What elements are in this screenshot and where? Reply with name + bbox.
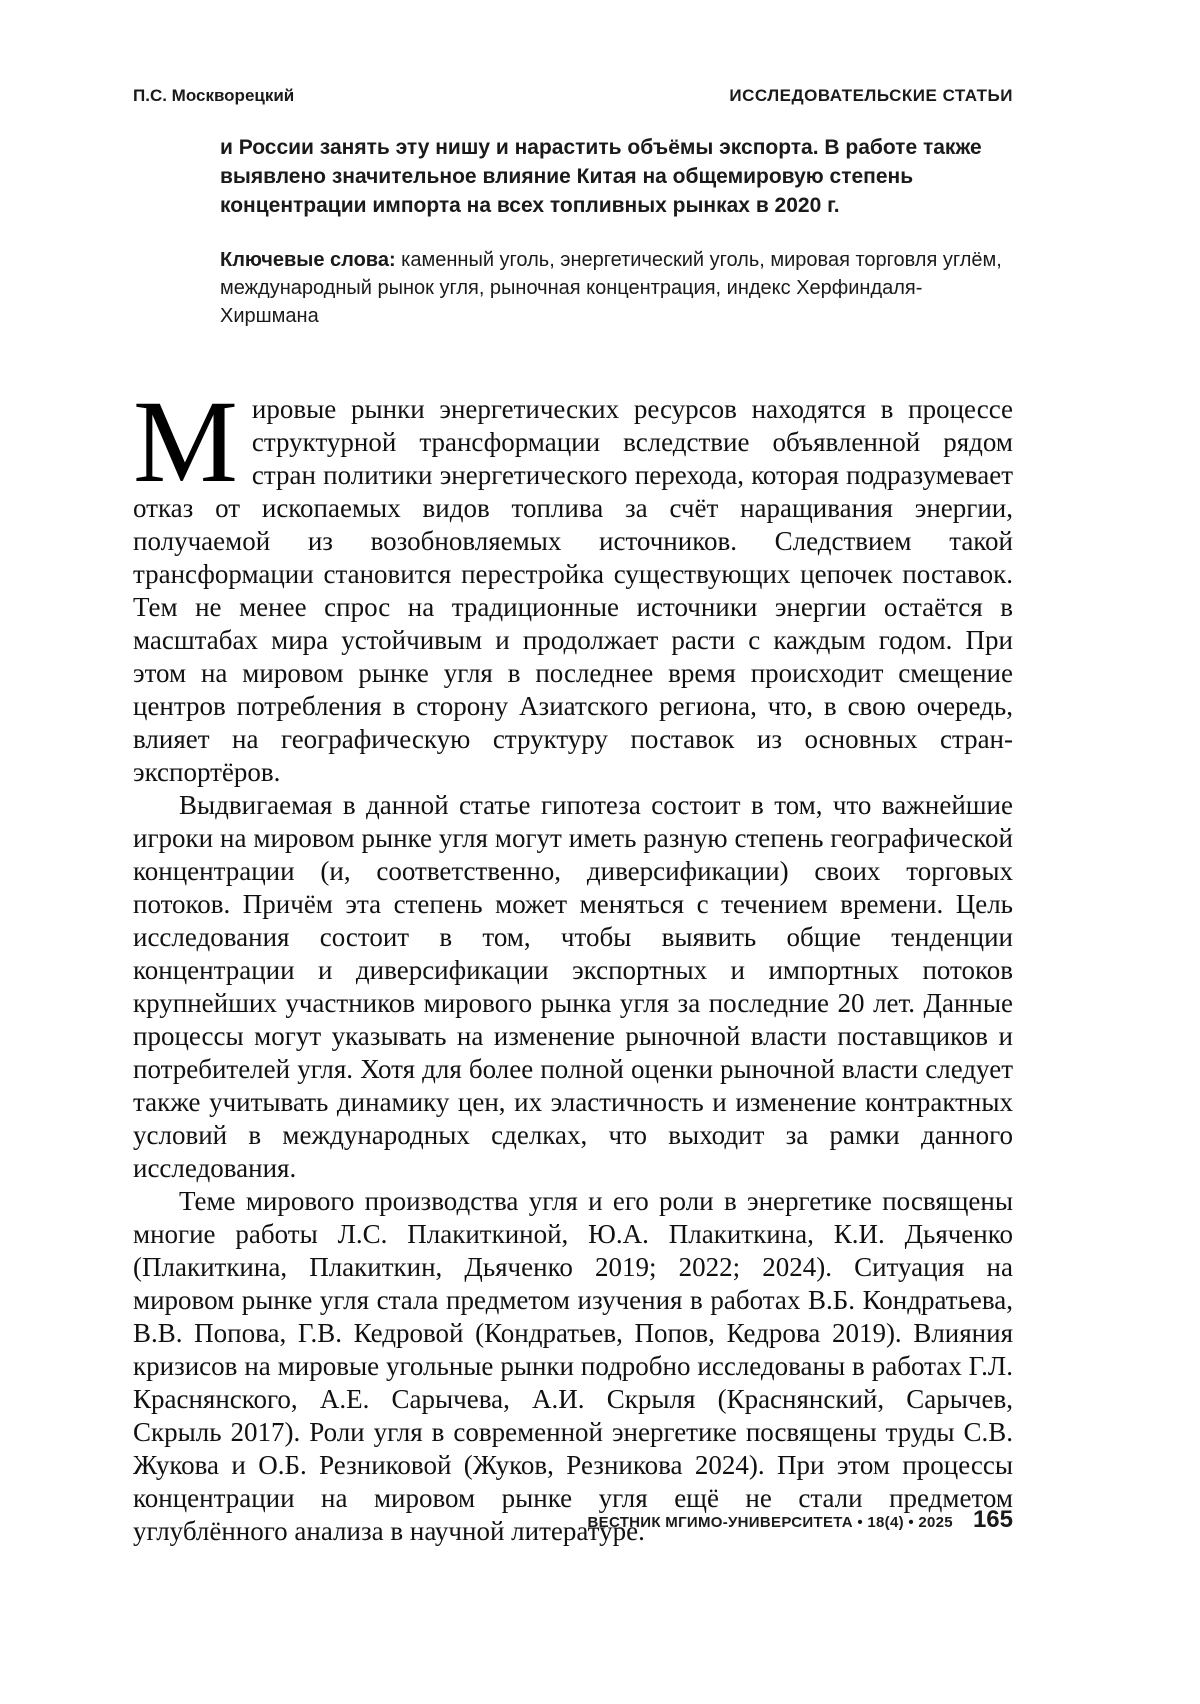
abstract-block bbox=[220, 133, 1013, 330]
page-header bbox=[133, 86, 1013, 106]
article-body bbox=[133, 376, 1013, 1548]
drop-cap: М bbox=[133, 376, 238, 507]
journal-reference: ВЕСТНИК МГИМО-УНИВЕРСИТЕТА • 18(4) • 2025 bbox=[587, 1514, 953, 1531]
keywords-text: каменный уголь, энергетический уголь, мировая торговля углём, международный рынок угля, рыночная концентрация, индекс Херфиндаля-Хиршмана bbox=[220, 249, 1002, 327]
paragraph-literature: Теме мирового производства угля и его роли в энергетике посвящены многие работы Л.С. Плакиткиной, Ю.А. Плакиткина, К.И. Дьяченко (Плакиткина, Плакиткин, Дьяченко 2019; 2022; 2024). Ситуация на мировом рынке угля стала предметом изучения в работах В.Б. Кондратьева, В.В. Попова, Г.В. Кедровой (Кондратьев, Попов, Кедрова 2019). Влияния кризисов на мировые угольные рынки подробно исследованы в работах Г.Л. Краснянского, А.Е. Сарычева, А.И. Скрыля (Краснянский, Сарычев, Скрыль 2017). Роли угля в современной энергетике посвящены труды С.В. Жукова и О.Б. Резниковой (Жуков, Резникова 2024). При этом процессы концентрации на мировом рынке угля ещё не стали предметом углублённого анализа в научной литературе. bbox=[133, 1186, 1013, 1546]
keywords-label: Ключевые слова: bbox=[220, 249, 396, 271]
paragraph-intro-text: ировые рынки энергетических ресурсов находятся в процессе структурной трансформации вследствие объявленной рядом стран политики энергетического перехода, которая подразумевает отказ от ископаемых видов топлива за счёт наращивания энергии, получаемой из возобновляемых источников. Следствием такой трансформации становится перестройка существующих цепочек поставок. Тем не менее спрос на традиционные источники энергии остаётся в масштабах мира устойчивым и продолжает расти с каждым годом. При этом на мировом рынке угля в последнее время происходит смещение центров потребления в сторону Азиатского региона, что, в свою очередь, влияет на географическую структуру поставок из основных стран-экспортёров. bbox=[133, 394, 1013, 787]
running-section-title: ИССЛЕДОВАТЕЛЬСКИЕ СТАТЬИ bbox=[729, 86, 1013, 105]
paragraph-hypothesis: Выдвигаемая в данной статье гипотеза состоит в том, что важнейшие игроки на мировом рынке угля могут иметь разную степень географической концентрации (и, соответственно, диверсификации) своих торговых потоков. Причём эта степень может меняться с течением времени. Цель исследования состоит в том, чтобы выявить общие тенденции концентрации и диверсификации экспортных и импортных потоков крупнейших участников мирового рынка угля за последние 20 лет. Данные процессы могут указывать на изменение рыночной власти поставщиков и потребителей угля. Хотя для более полной оценки рыночной власти следует также учитывать динамику цен, их эластичность и изменение контрактных условий в международных сделках, что выходит за рамки данного исследования. bbox=[133, 790, 1013, 1183]
page-footer bbox=[133, 1506, 1013, 1534]
paragraph-intro bbox=[133, 376, 1013, 789]
abstract-text: и России занять эту нишу и нарастить объёмы экспорта. В работе также выявлено значительное влияние Китая на общемировую степень концентрации импорта на всех топливных рынках в 2020 г. bbox=[220, 136, 982, 217]
running-author: П.С. Москворецкий bbox=[133, 86, 295, 105]
page-number: 165 bbox=[972, 1506, 1013, 1533]
keywords-block bbox=[220, 246, 1013, 330]
